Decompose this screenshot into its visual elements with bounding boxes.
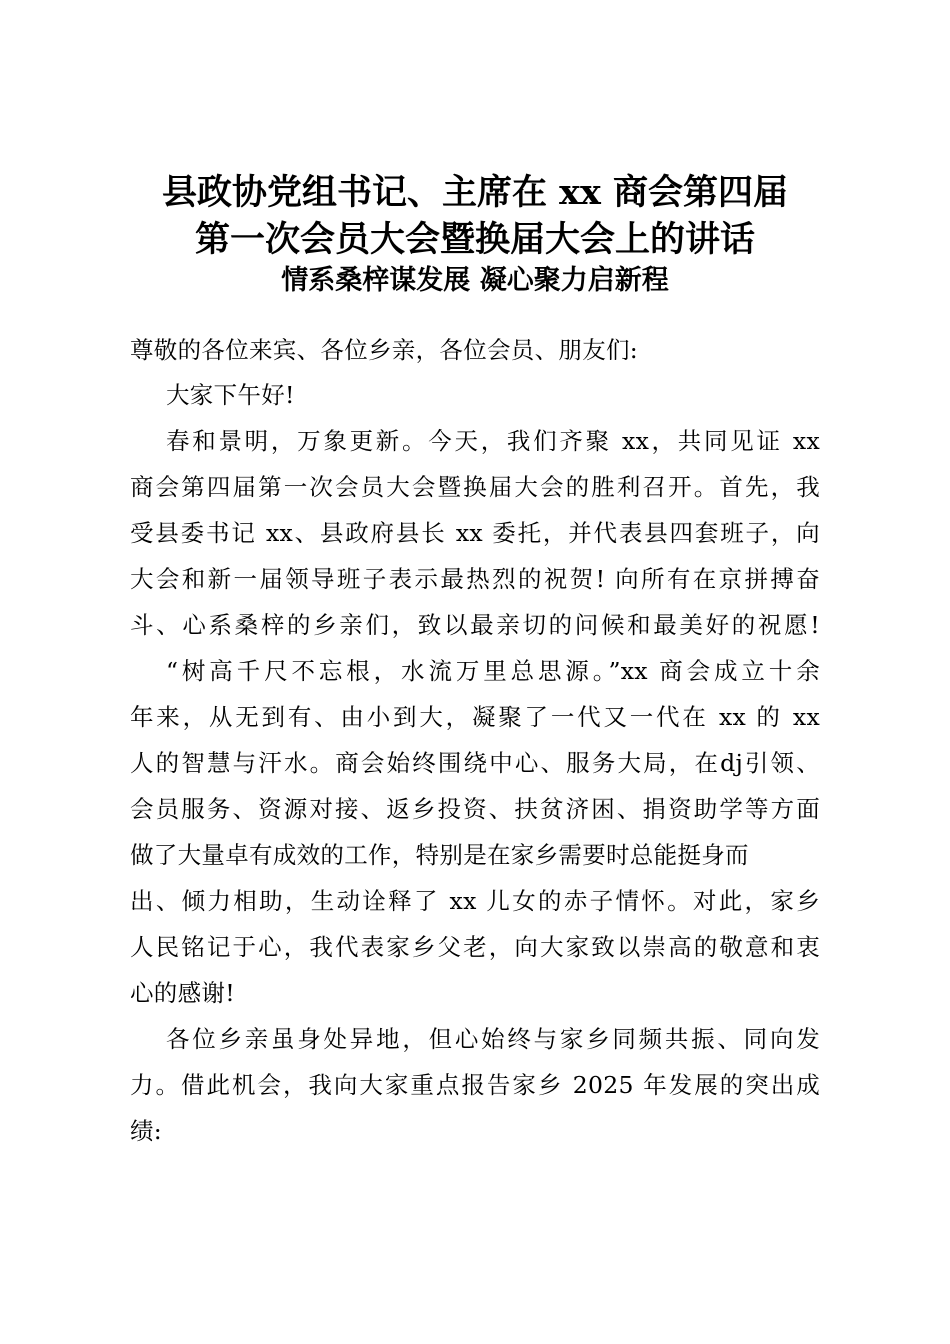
- body-line: 做了大量卓有成效的工作，特别是在家乡需要时总能挺身而: [130, 841, 749, 869]
- body-line: 人民铭记于心，我代表家乡父老，向大家致以崇高的敬意和衷: [130, 933, 820, 961]
- body-line: 受县委书记 xx、县政府县长 xx 委托，并代表县四套班子，向: [130, 519, 820, 547]
- document-title-line-2: 第一次会员大会暨换届大会上的讲话: [194, 219, 755, 260]
- body-line: 大家下午好!: [166, 381, 295, 409]
- body-line: 年来，从无到有、由小到大，凝聚了一代又一代在 xx 的 xx: [130, 703, 820, 731]
- body-line: 大会和新一届领导班子表示最热烈的祝贺! 向所有在京拼搏奋: [130, 565, 820, 593]
- body-line: 春和景明，万象更新。今天，我们齐聚 xx，共同见证 xx: [166, 427, 820, 455]
- body-line: 斗、心系桑梓的乡亲们，致以最亲切的问候和最美好的祝愿!: [130, 611, 820, 639]
- body-line: 商会第四届第一次会员大会暨换届大会的胜利召开。首先，我: [130, 473, 820, 501]
- body-line: 绩:: [130, 1117, 163, 1145]
- document-title-line-1: 县政协党组书记、主席在 xx 商会第四届: [161, 172, 789, 213]
- body-line: 力。借此机会，我向大家重点报告家乡 2025 年发展的突出成: [130, 1071, 820, 1099]
- body-line: 出、倾力相助，生动诠释了 xx 儿女的赤子情怀。对此，家乡: [130, 887, 820, 915]
- body-line: 人的智慧与汗水。商会始终围绕中心、服务大局，在dj引领、: [130, 749, 820, 777]
- document-subtitle: 情系桑梓谋发展 凝心聚力启新程: [281, 265, 669, 296]
- body-line: 尊敬的各位来宾、各位乡亲，各位会员、朋友们:: [130, 336, 639, 364]
- body-line: 心的感谢!: [130, 979, 235, 1007]
- body-line: 会员服务、资源对接、返乡投资、扶贫济困、捐资助学等方面: [130, 795, 820, 823]
- body-line: 各位乡亲虽身处异地，但心始终与家乡同频共振、同向发: [166, 1025, 820, 1053]
- body-line: “树高千尺不忘根，水流万里总思源。”xx 商会成立十余: [166, 657, 820, 685]
